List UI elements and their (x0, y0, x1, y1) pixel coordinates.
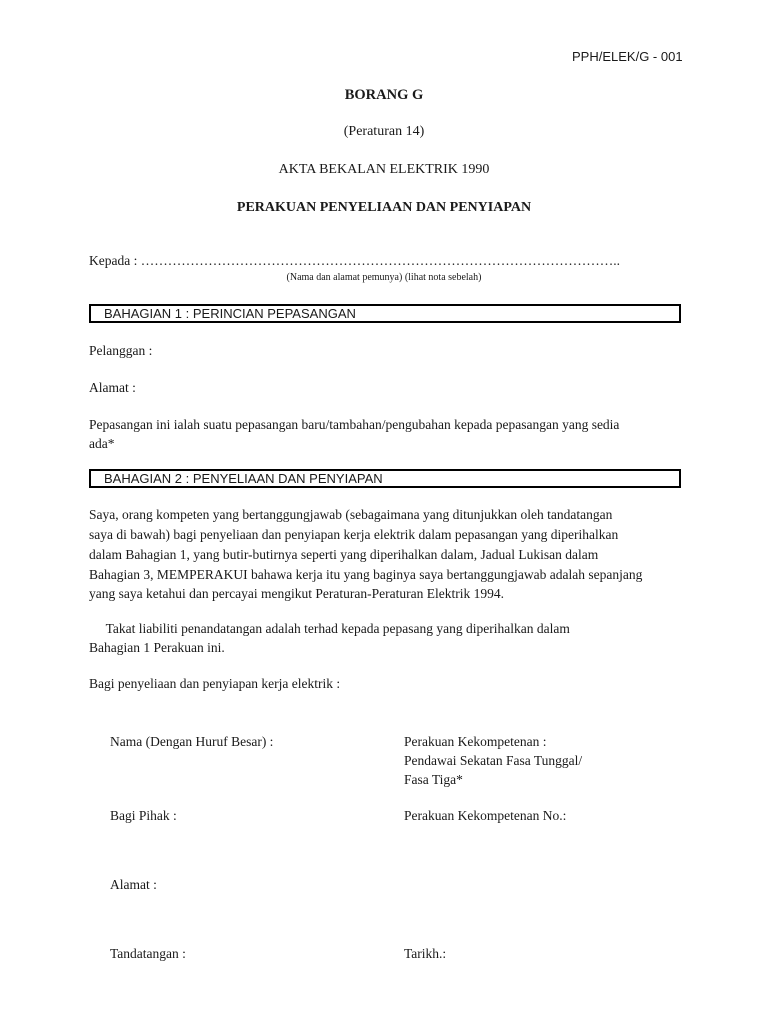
date-label: Tarikh.: (404, 946, 447, 961)
regulation-reference: (Peraturan 14) (343, 124, 425, 139)
supervision-heading: Bagi penyeliaan dan penyiapan kerja elektrik : (89, 676, 341, 691)
installation-type-line-1: Pepasangan ini ialah suatu pepasangan baru/tambahan/pengubahan kepada pepasangan yang sedia (89, 417, 620, 432)
declaration-line: dalam Bahagian 1, yang butir-butirnya seperti yang diperihalkan dalam, Jadual Lukisan dalam (89, 547, 599, 562)
competency-cert-type-cont: Fasa Tiga* (404, 772, 463, 787)
declaration-line: Saya, orang kompeten yang bertanggungjawab (sebagaimana yang ditunjukkan oleh tandatangan (89, 507, 613, 522)
liability-line: Bahagian 1 Perakuan ini. (89, 640, 225, 655)
competency-cert-number-label: Perakuan Kekompetenan No.: (404, 808, 567, 823)
declaration-line: saya di bawah) bagi penyeliaan dan penyiapan kerja elektrik dalam pepasangan yang diperihalkan (89, 527, 619, 542)
act-name: AKTA BEKALAN ELEKTRIK 1990 (278, 162, 490, 177)
name-field-label: Nama (Dengan Huruf Besar) : (110, 734, 274, 749)
on-behalf-label: Bagi Pihak : (110, 808, 177, 823)
declaration-line: yang saya ketahui dan percayai mengikut Peraturan-Peraturan Elektrik 1994. (89, 586, 504, 601)
signer-address-label: Alamat : (110, 877, 157, 892)
declaration-line: Bahagian 3, MEMPERAKUI bahawa kerja itu yang baginya saya bertanggungjawab adalah sepanjang (89, 567, 643, 582)
form-code: PPH/ELEK/G - 001 (572, 49, 683, 64)
signature-label: Tandatangan : (110, 946, 186, 961)
section-2-heading: BAHAGIAN 2 : PENYELIAAN DAN PENYIAPAN (89, 469, 681, 488)
section-1-heading: BAHAGIAN 1 : PERINCIAN PEPASANGAN (89, 304, 681, 323)
competency-cert-label: Perakuan Kekompetenan : (404, 734, 547, 749)
address-label: Alamat : (89, 380, 136, 395)
customer-label: Pelanggan : (89, 343, 153, 358)
competency-cert-type: Pendawai Sekatan Fasa Tunggal/ (404, 753, 583, 768)
recipient-note: (Nama dan alamat pemunya) (lihat nota sebelah) (286, 272, 482, 283)
form-title: BORANG G (344, 87, 424, 103)
installation-type-line-2: ada* (89, 436, 115, 451)
liability-line: Takat liabiliti penandatangan adalah terhad kepada pepasang yang diperihalkan dalam (89, 621, 570, 636)
certificate-subtitle: PERAKUAN PENYELIAAN DAN PENYIAPAN (236, 200, 532, 215)
recipient-line: Kepada : …………………………………………………………………………………………….. (89, 253, 620, 268)
